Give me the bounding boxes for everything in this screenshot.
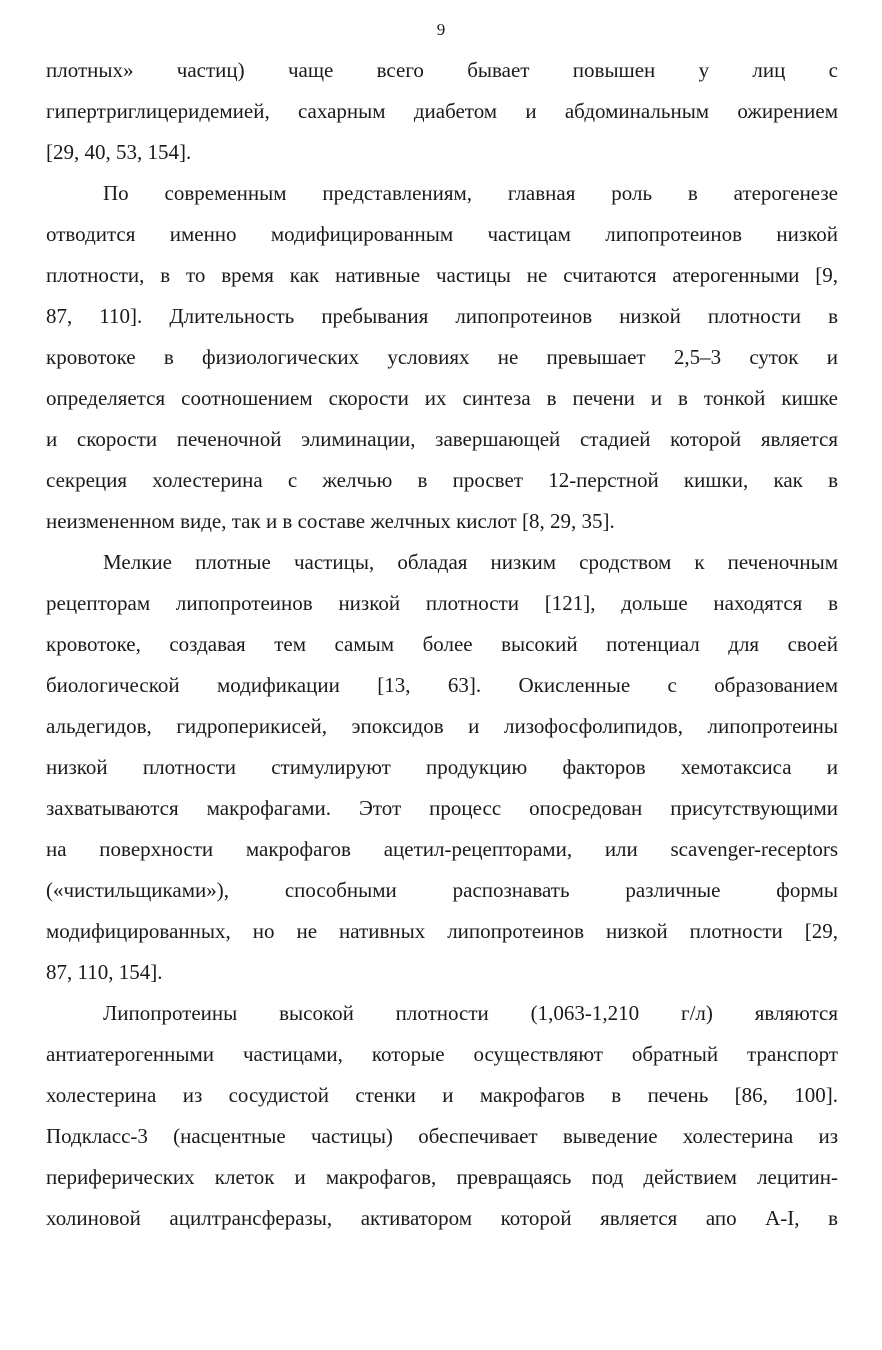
text-line: холиновой ацилтрансферазы, активатором которой является апо A-I, в — [46, 1206, 838, 1230]
text-line: отводится именно модифицированным частицам липопротеинов низкой — [46, 222, 838, 246]
text-line: неизмененном виде, так и в составе желчных кислот [8, 29, 35]. — [46, 509, 615, 533]
text-line: и скорости печеночной элиминации, завершающей стадией которой является — [46, 427, 838, 451]
text-line: периферических клеток и макрофагов, превращаясь под действием лецитин- — [46, 1165, 838, 1189]
text-line: определяется соотношением скорости их синтеза в печени и в тонкой кишке — [46, 386, 838, 410]
paragraph — [46, 993, 838, 1239]
text-line: кровотоке, создавая тем самым более высокий потенциал для своей — [46, 632, 838, 656]
text-line: на поверхности макрофагов ацетил-рецепторами, или scavenger-receptors — [46, 837, 838, 861]
text-line: гипертриглицеридемией, сахарным диабетом и абдоминальным ожирением — [46, 99, 838, 123]
page-body — [46, 50, 838, 1239]
text-line: низкой плотности стимулируют продукцию факторов хемотаксиса и — [46, 755, 838, 779]
text-line: 87, 110]. Длительность пребывания липопротеинов низкой плотности в — [46, 304, 838, 328]
text-line: антиатерогенными частицами, которые осуществляют обратный транспорт — [46, 1042, 838, 1066]
text-line: [29, 40, 53, 154]. — [46, 140, 192, 164]
text-line: («чистильщиками»), способными распознавать различные формы — [46, 878, 838, 902]
text-line: Липопротеины высокой плотности (1,063-1,210 г/л) являются — [103, 1001, 838, 1025]
text-line: холестерина из сосудистой стенки и макрофагов в печень [86, 100]. — [46, 1083, 838, 1107]
text-line: плотных» частиц) чаще всего бывает повышен у лиц с — [46, 58, 838, 82]
paragraph — [46, 50, 838, 173]
text-line: альдегидов, гидроперикисей, эпоксидов и лизофосфолипидов, липопротеины — [46, 714, 838, 738]
text-line: плотности, в то время как нативные частицы не считаются атерогенными [9, — [46, 263, 838, 287]
text-line: рецепторам липопротеинов низкой плотности [121], дольше находятся в — [46, 591, 838, 615]
text-line: секреция холестерина с желчью в просвет 12-перстной кишки, как в — [46, 468, 838, 492]
text-line: 87, 110, 154]. — [46, 960, 163, 984]
text-line: модифицированных, но не нативных липопротеинов низкой плотности [29, — [46, 919, 838, 943]
paragraph — [46, 542, 838, 993]
text-line: захватываются макрофагами. Этот процесс опосредован присутствующими — [46, 796, 838, 820]
page-number: 9 — [436, 20, 446, 39]
text-line: Мелкие плотные частицы, обладая низким сродством к печеночным — [103, 550, 838, 574]
text-line: По современным представлениям, главная роль в атерогенезе — [103, 181, 838, 205]
text-line: кровотоке в физиологических условиях не превышает 2,5–3 суток и — [46, 345, 838, 369]
text-line: Подкласс-3 (насцентные частицы) обеспечивает выведение холестерина из — [46, 1124, 838, 1148]
text-line: биологической модификации [13, 63]. Окисленные с образованием — [46, 673, 838, 697]
paragraph — [46, 173, 838, 542]
